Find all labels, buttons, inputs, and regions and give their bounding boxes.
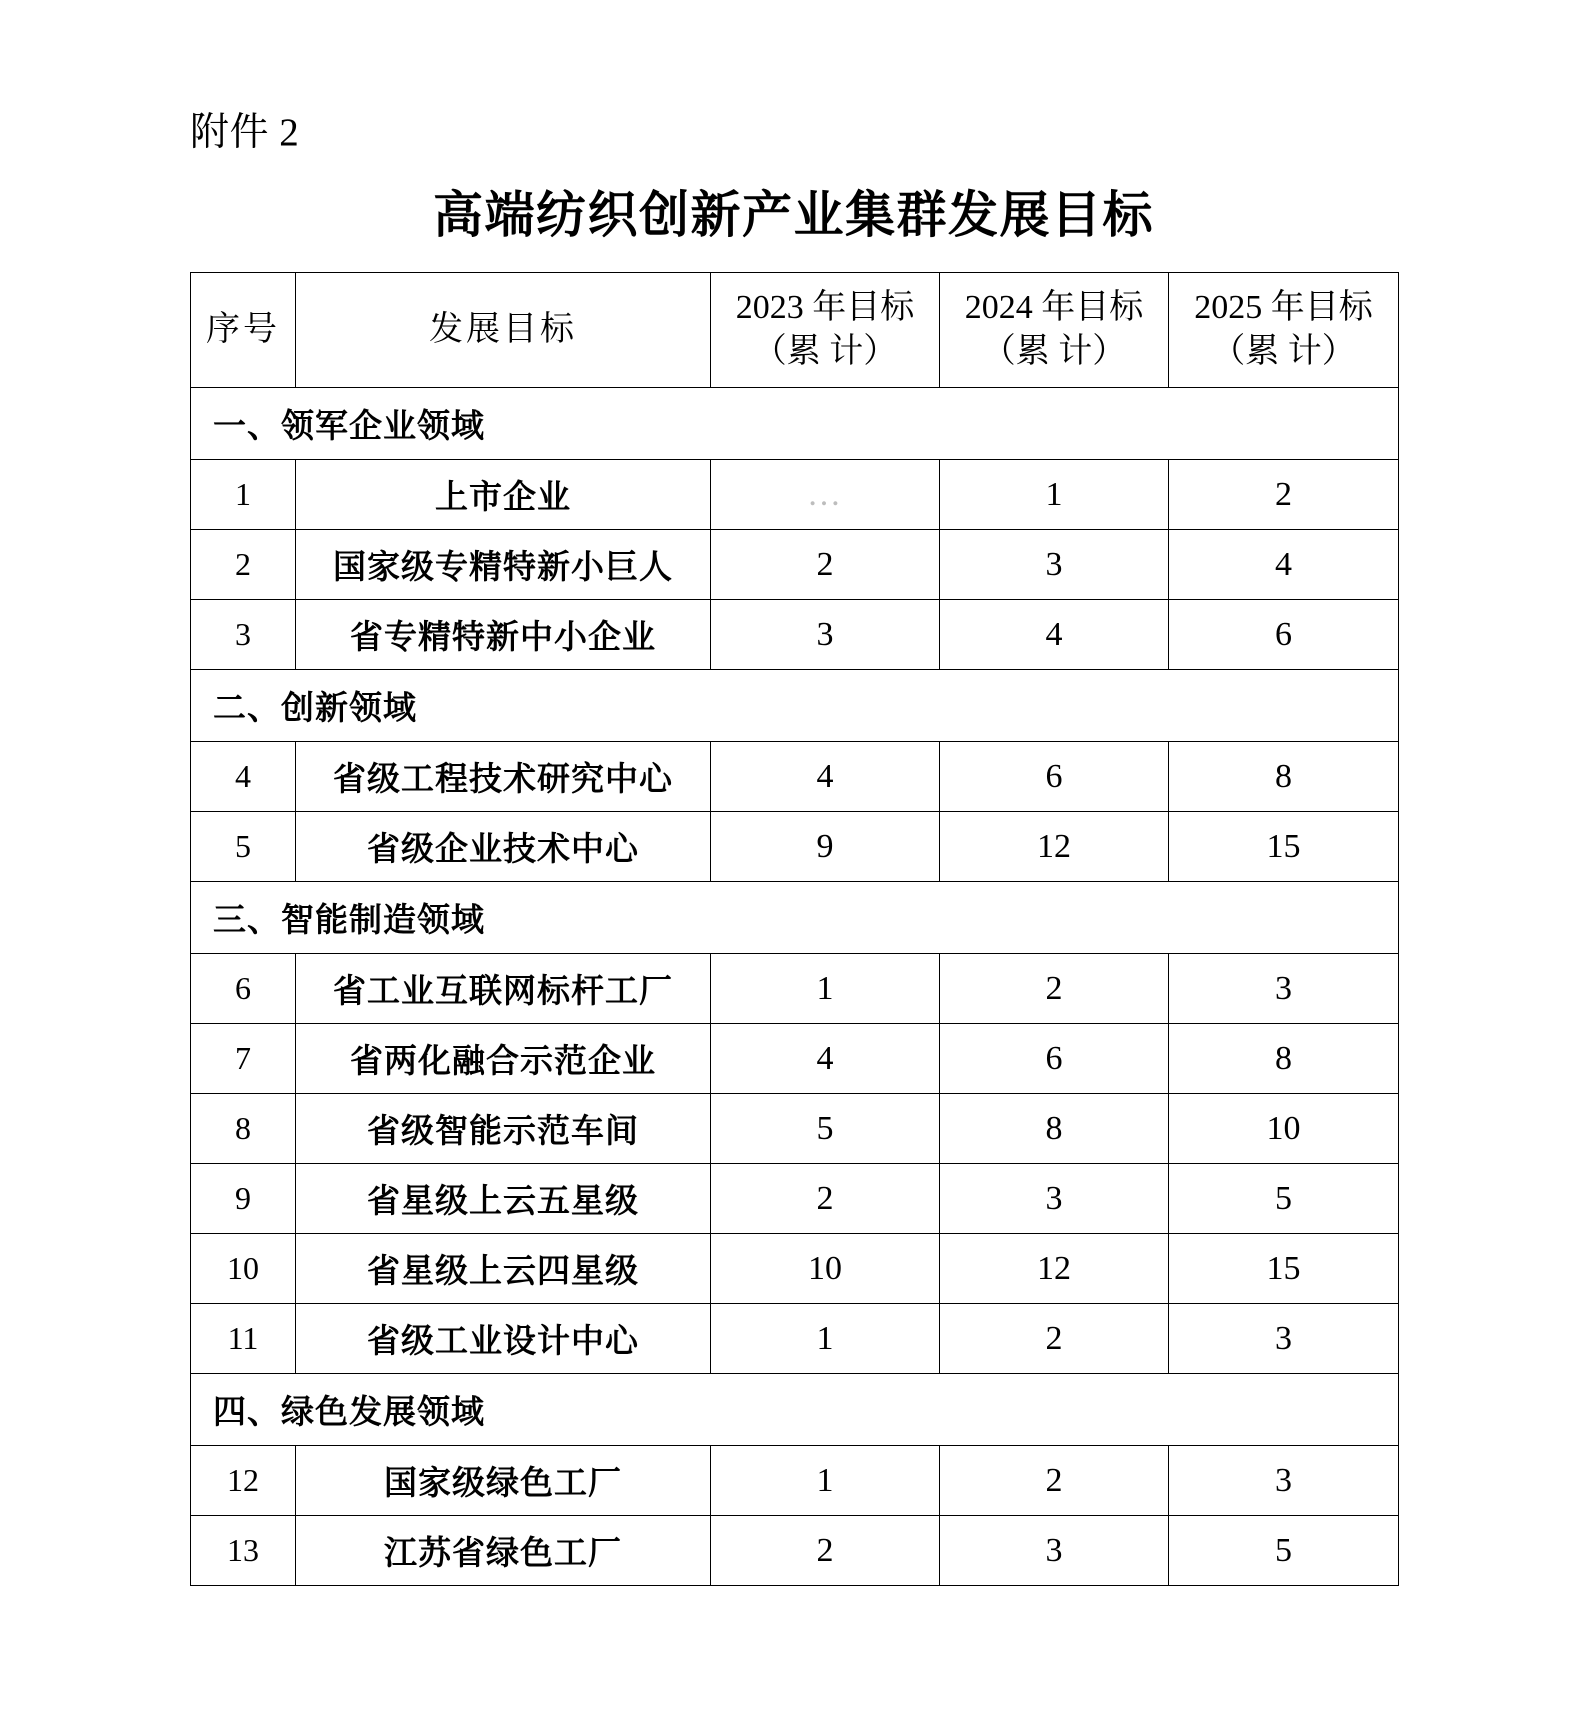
- attachment-label: 附件 2: [190, 111, 300, 154]
- value-2025: 15: [1169, 1234, 1399, 1304]
- value-2025: 5: [1169, 1516, 1399, 1586]
- row-index: 1: [191, 460, 296, 530]
- value-2024: 2: [940, 1304, 1169, 1374]
- value-2024: 6: [940, 742, 1169, 812]
- table-row: [191, 1516, 1399, 1586]
- column-header-goal: 发展目标: [296, 273, 711, 388]
- table-body: [191, 388, 1399, 1586]
- table-row: [191, 460, 1399, 530]
- goal-name: 省星级上云五星级: [296, 1164, 711, 1234]
- goals-table-container: [190, 272, 1398, 1586]
- value-2025: 4: [1169, 530, 1399, 600]
- goal-name: 上市企业: [296, 460, 711, 530]
- goal-name: 省级工程技术研究中心: [296, 742, 711, 812]
- table-row: [191, 600, 1399, 670]
- value-2024: 8: [940, 1094, 1169, 1164]
- value-2023: …: [711, 460, 940, 530]
- row-index: 3: [191, 600, 296, 670]
- row-index: 12: [191, 1446, 296, 1516]
- value-2025: 8: [1169, 742, 1399, 812]
- table-row: [191, 812, 1399, 882]
- value-2023: 2: [711, 530, 940, 600]
- table-row: [191, 1094, 1399, 1164]
- row-index: 7: [191, 1024, 296, 1094]
- column-header-2024: 2024 年目标 （累 计）: [940, 273, 1169, 388]
- value-2023: 1: [711, 1304, 940, 1374]
- row-index: 8: [191, 1094, 296, 1164]
- value-2023: 2: [711, 1516, 940, 1586]
- value-2025: 15: [1169, 812, 1399, 882]
- value-2023: 2: [711, 1164, 940, 1234]
- value-2024: 3: [940, 1164, 1169, 1234]
- table-header-row: [191, 273, 1399, 388]
- value-2024: 3: [940, 530, 1169, 600]
- value-2025: 8: [1169, 1024, 1399, 1094]
- table-section-row: [191, 670, 1399, 742]
- table-row: [191, 954, 1399, 1024]
- goal-name: 国家级专精特新小巨人: [296, 530, 711, 600]
- section-heading: 一、领军企业领域: [191, 388, 1399, 460]
- goal-name: 省级工业设计中心: [296, 1304, 711, 1374]
- value-2025: 10: [1169, 1094, 1399, 1164]
- goal-name: 国家级绿色工厂: [296, 1446, 711, 1516]
- table-row: [191, 1234, 1399, 1304]
- goal-name: 省级企业技术中心: [296, 812, 711, 882]
- value-2024: 6: [940, 1024, 1169, 1094]
- value-2025: 6: [1169, 600, 1399, 670]
- value-2023: 1: [711, 1446, 940, 1516]
- row-index: 4: [191, 742, 296, 812]
- row-index: 6: [191, 954, 296, 1024]
- row-index: 5: [191, 812, 296, 882]
- goal-name: 省两化融合示范企业: [296, 1024, 711, 1094]
- goal-name: 省级智能示范车间: [296, 1094, 711, 1164]
- goal-name: 江苏省绿色工厂: [296, 1516, 711, 1586]
- table-section-row: [191, 388, 1399, 460]
- value-2023: 3: [711, 600, 940, 670]
- table-row: [191, 1446, 1399, 1516]
- value-2024: 2: [940, 954, 1169, 1024]
- goal-name: 省工业互联网标杆工厂: [296, 954, 711, 1024]
- value-2024: 12: [940, 1234, 1169, 1304]
- table-row: [191, 742, 1399, 812]
- goal-name: 省专精特新中小企业: [296, 600, 711, 670]
- value-2024: 12: [940, 812, 1169, 882]
- value-2023: 5: [711, 1094, 940, 1164]
- column-header-2025: 2025 年目标 （累 计）: [1169, 273, 1399, 388]
- page-title: 高端纺织创新产业集群发展目标: [433, 186, 1154, 244]
- row-index: 2: [191, 530, 296, 600]
- section-heading: 三、智能制造领域: [191, 882, 1399, 954]
- value-2025: 5: [1169, 1164, 1399, 1234]
- value-2023: 9: [711, 812, 940, 882]
- value-2024: 1: [940, 460, 1169, 530]
- value-2024: 3: [940, 1516, 1169, 1586]
- table-section-row: [191, 882, 1399, 954]
- development-goals-table: [190, 272, 1399, 1586]
- value-2023: 4: [711, 1024, 940, 1094]
- goal-name: 省星级上云四星级: [296, 1234, 711, 1304]
- value-2023: 10: [711, 1234, 940, 1304]
- table-section-row: [191, 1374, 1399, 1446]
- value-2025: 3: [1169, 1446, 1399, 1516]
- column-header-no: 序号: [191, 273, 296, 388]
- section-heading: 四、绿色发展领域: [191, 1374, 1399, 1446]
- row-index: 10: [191, 1234, 296, 1304]
- section-heading: 二、创新领域: [191, 670, 1399, 742]
- row-index: 9: [191, 1164, 296, 1234]
- value-2025: 2: [1169, 460, 1399, 530]
- value-2025: 3: [1169, 954, 1399, 1024]
- table-row: [191, 1304, 1399, 1374]
- value-2023: 4: [711, 742, 940, 812]
- value-2024: 2: [940, 1446, 1169, 1516]
- column-header-2023: 2023 年目标 （累 计）: [711, 273, 940, 388]
- row-index: 13: [191, 1516, 296, 1586]
- value-2023: 1: [711, 954, 940, 1024]
- table-row: [191, 1024, 1399, 1094]
- value-2024: 4: [940, 600, 1169, 670]
- row-index: 11: [191, 1304, 296, 1374]
- table-row: [191, 530, 1399, 600]
- table-header: [191, 273, 1399, 388]
- value-2025: 3: [1169, 1304, 1399, 1374]
- table-row: [191, 1164, 1399, 1234]
